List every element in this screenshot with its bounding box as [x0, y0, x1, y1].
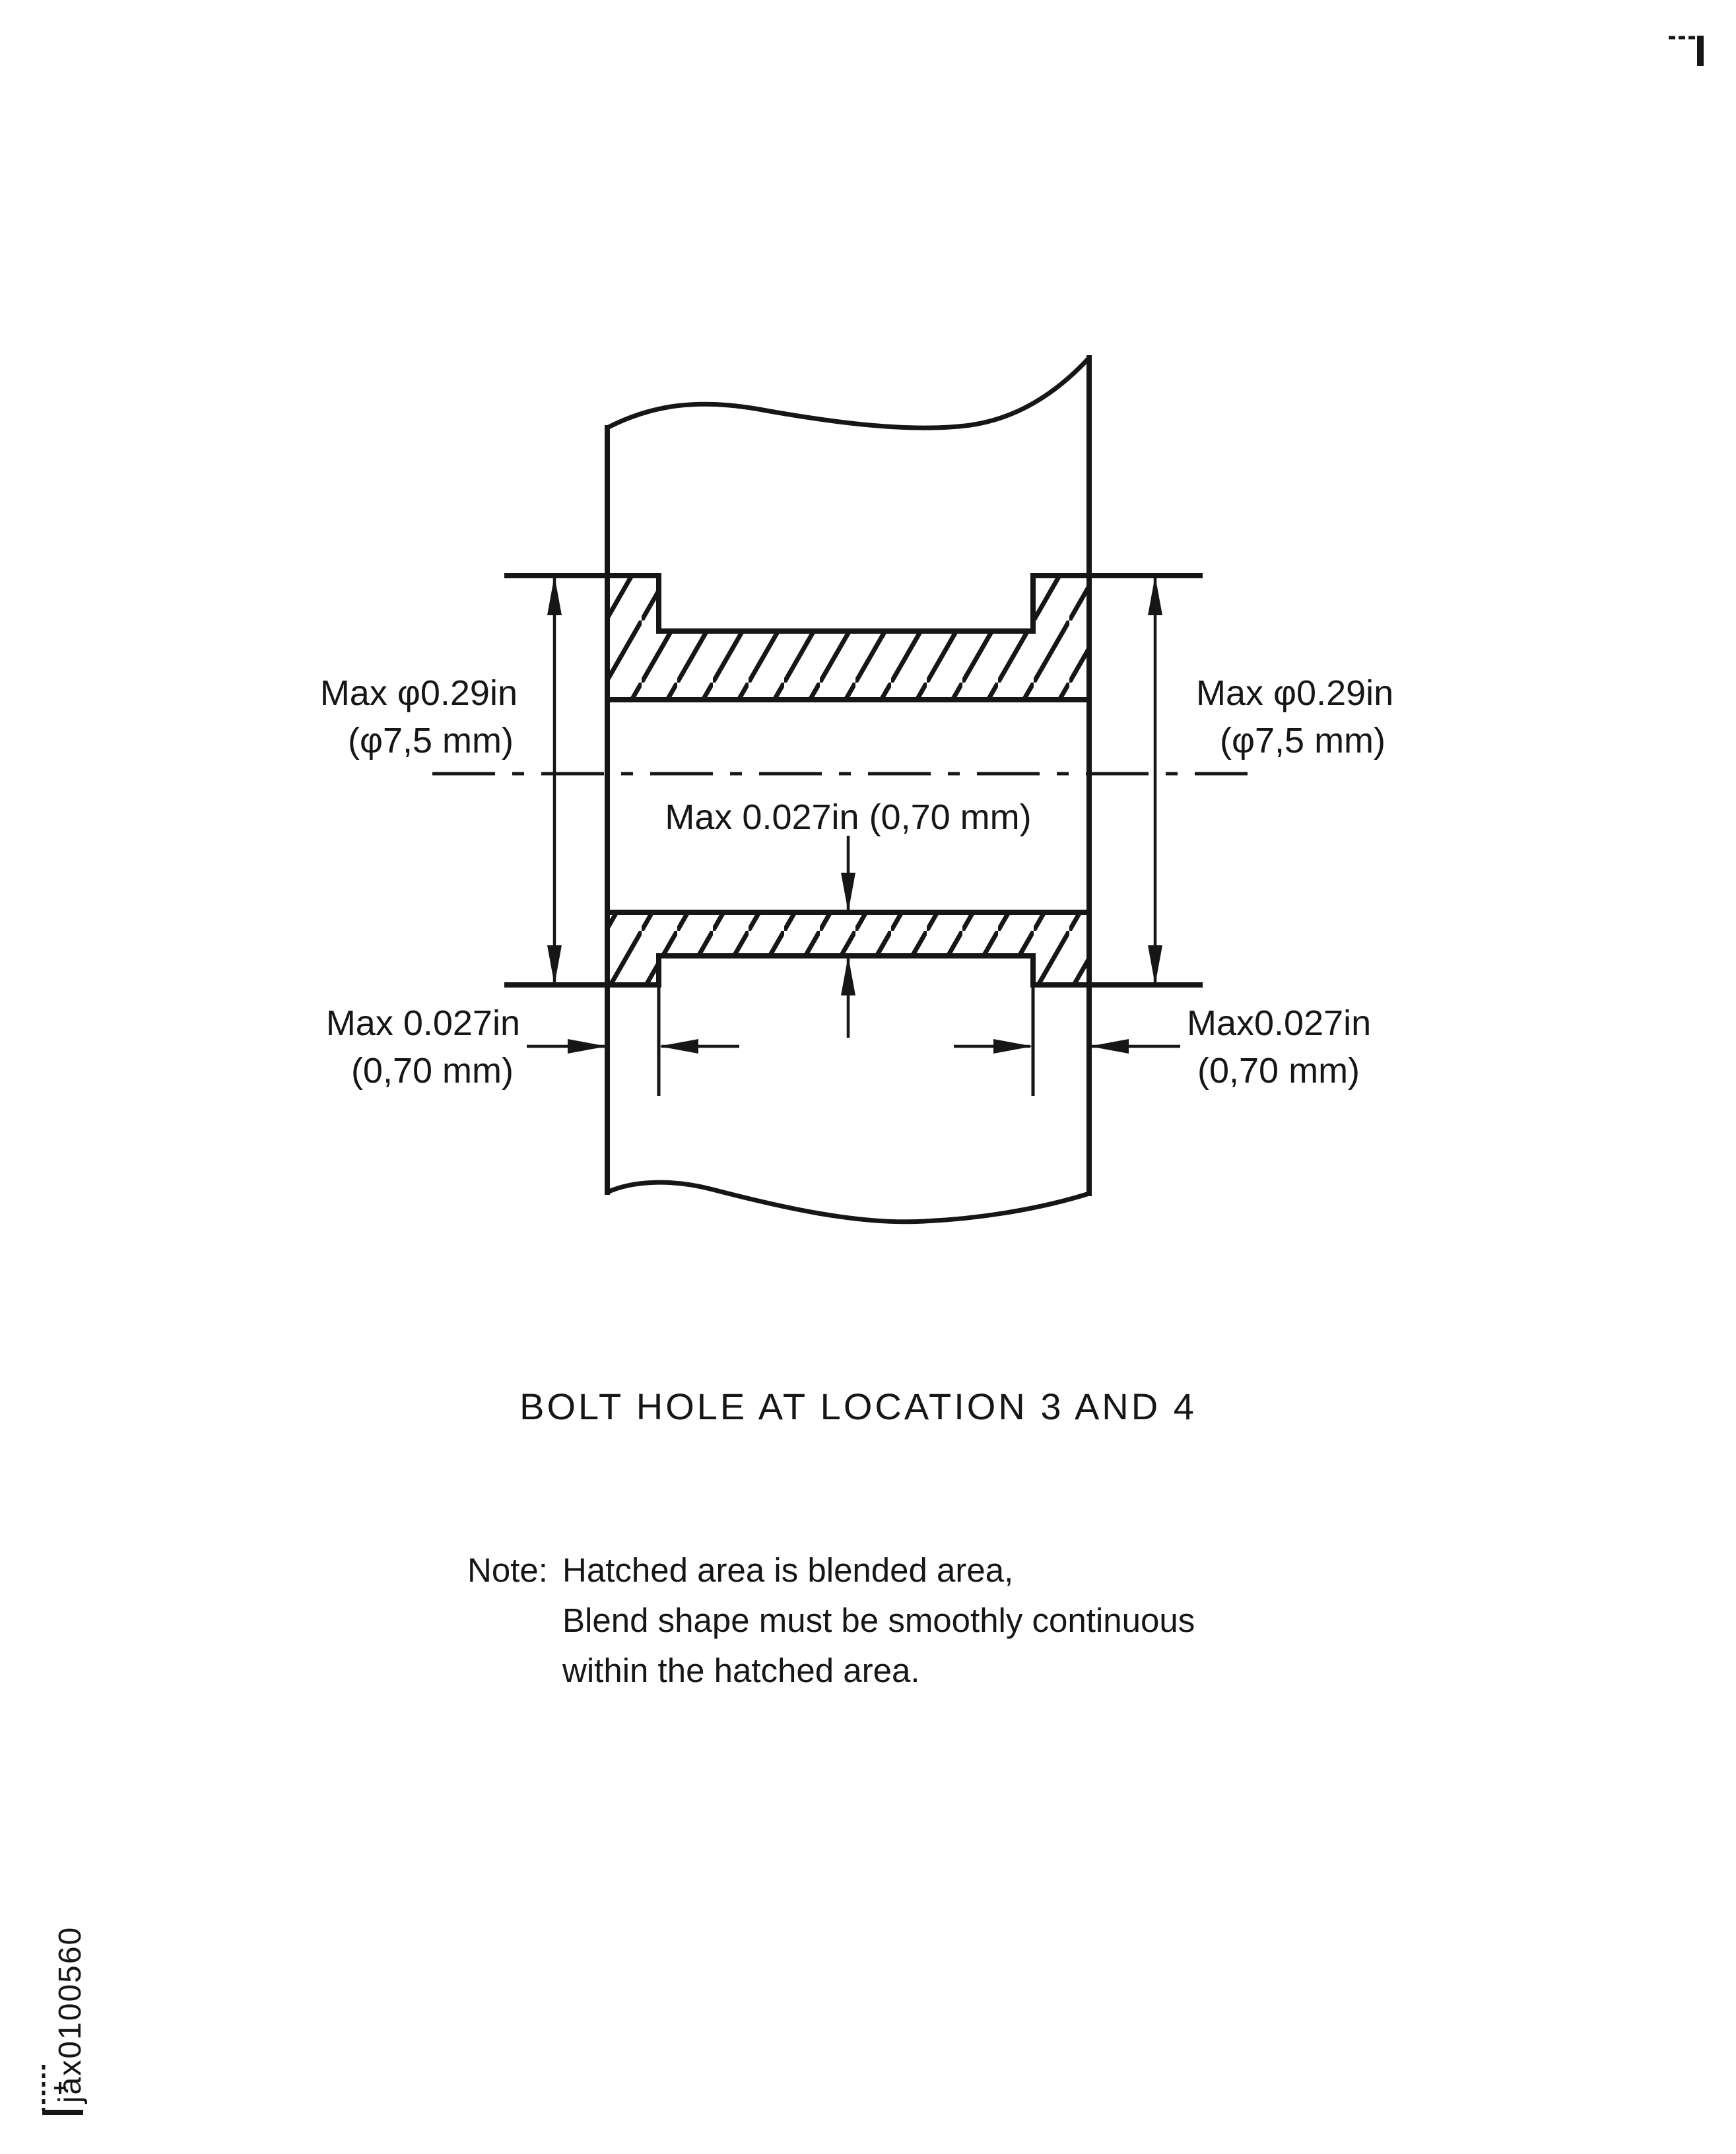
- dim-label-right-diameter-line1: Max φ0.29in: [1196, 673, 1394, 713]
- top-blend-hatched-area: [607, 576, 1089, 700]
- dim-label-center-depth: Max 0.027in (0,70 mm): [665, 797, 1032, 837]
- arrowhead-center-up: [841, 956, 855, 995]
- arrowhead-right-diameter-down: [1148, 945, 1162, 985]
- top-right-corner-mark: [1669, 36, 1702, 66]
- arrowhead-right-diameter-up: [1148, 576, 1162, 615]
- arrowhead-bottom-left-inner: [659, 1039, 698, 1054]
- arrowhead-center-down: [841, 873, 855, 912]
- dim-label-left-diameter-line2: (φ7,5 mm): [347, 721, 514, 760]
- bottom-break-line: [607, 1182, 1089, 1222]
- arrowhead-bottom-left-outer: [568, 1039, 607, 1054]
- note-line1: Hatched area is blended area,: [562, 1551, 1014, 1589]
- arrowhead-bottom-right-outer: [1089, 1039, 1129, 1054]
- arrowhead-left-diameter-down: [547, 945, 562, 985]
- top-break-line: [607, 358, 1089, 428]
- note-prefix: Note:: [467, 1551, 548, 1589]
- document-number: jax0100560: [53, 1926, 88, 2103]
- note-line3: within the hatched area.: [562, 1652, 920, 1689]
- dim-label-bottom-right-line1: Max0.027in: [1187, 1003, 1372, 1043]
- dim-label-bottom-right-line2: (0,70 mm): [1197, 1051, 1360, 1091]
- dim-label-right-diameter-line2: (φ7,5 mm): [1220, 721, 1386, 760]
- dim-label-bottom-left-line1: Max 0.027in: [325, 1003, 520, 1043]
- figure-title: BOLT HOLE AT LOCATION 3 AND 4: [519, 1386, 1197, 1427]
- dim-label-left-diameter-line1: Max φ0.29in: [319, 673, 517, 713]
- arrowhead-left-diameter-up: [547, 576, 562, 615]
- note-line2: Blend shape must be smoothly continuous: [562, 1601, 1195, 1639]
- arrowhead-bottom-right-inner: [993, 1039, 1033, 1054]
- dim-label-bottom-left-line2: (0,70 mm): [351, 1051, 514, 1091]
